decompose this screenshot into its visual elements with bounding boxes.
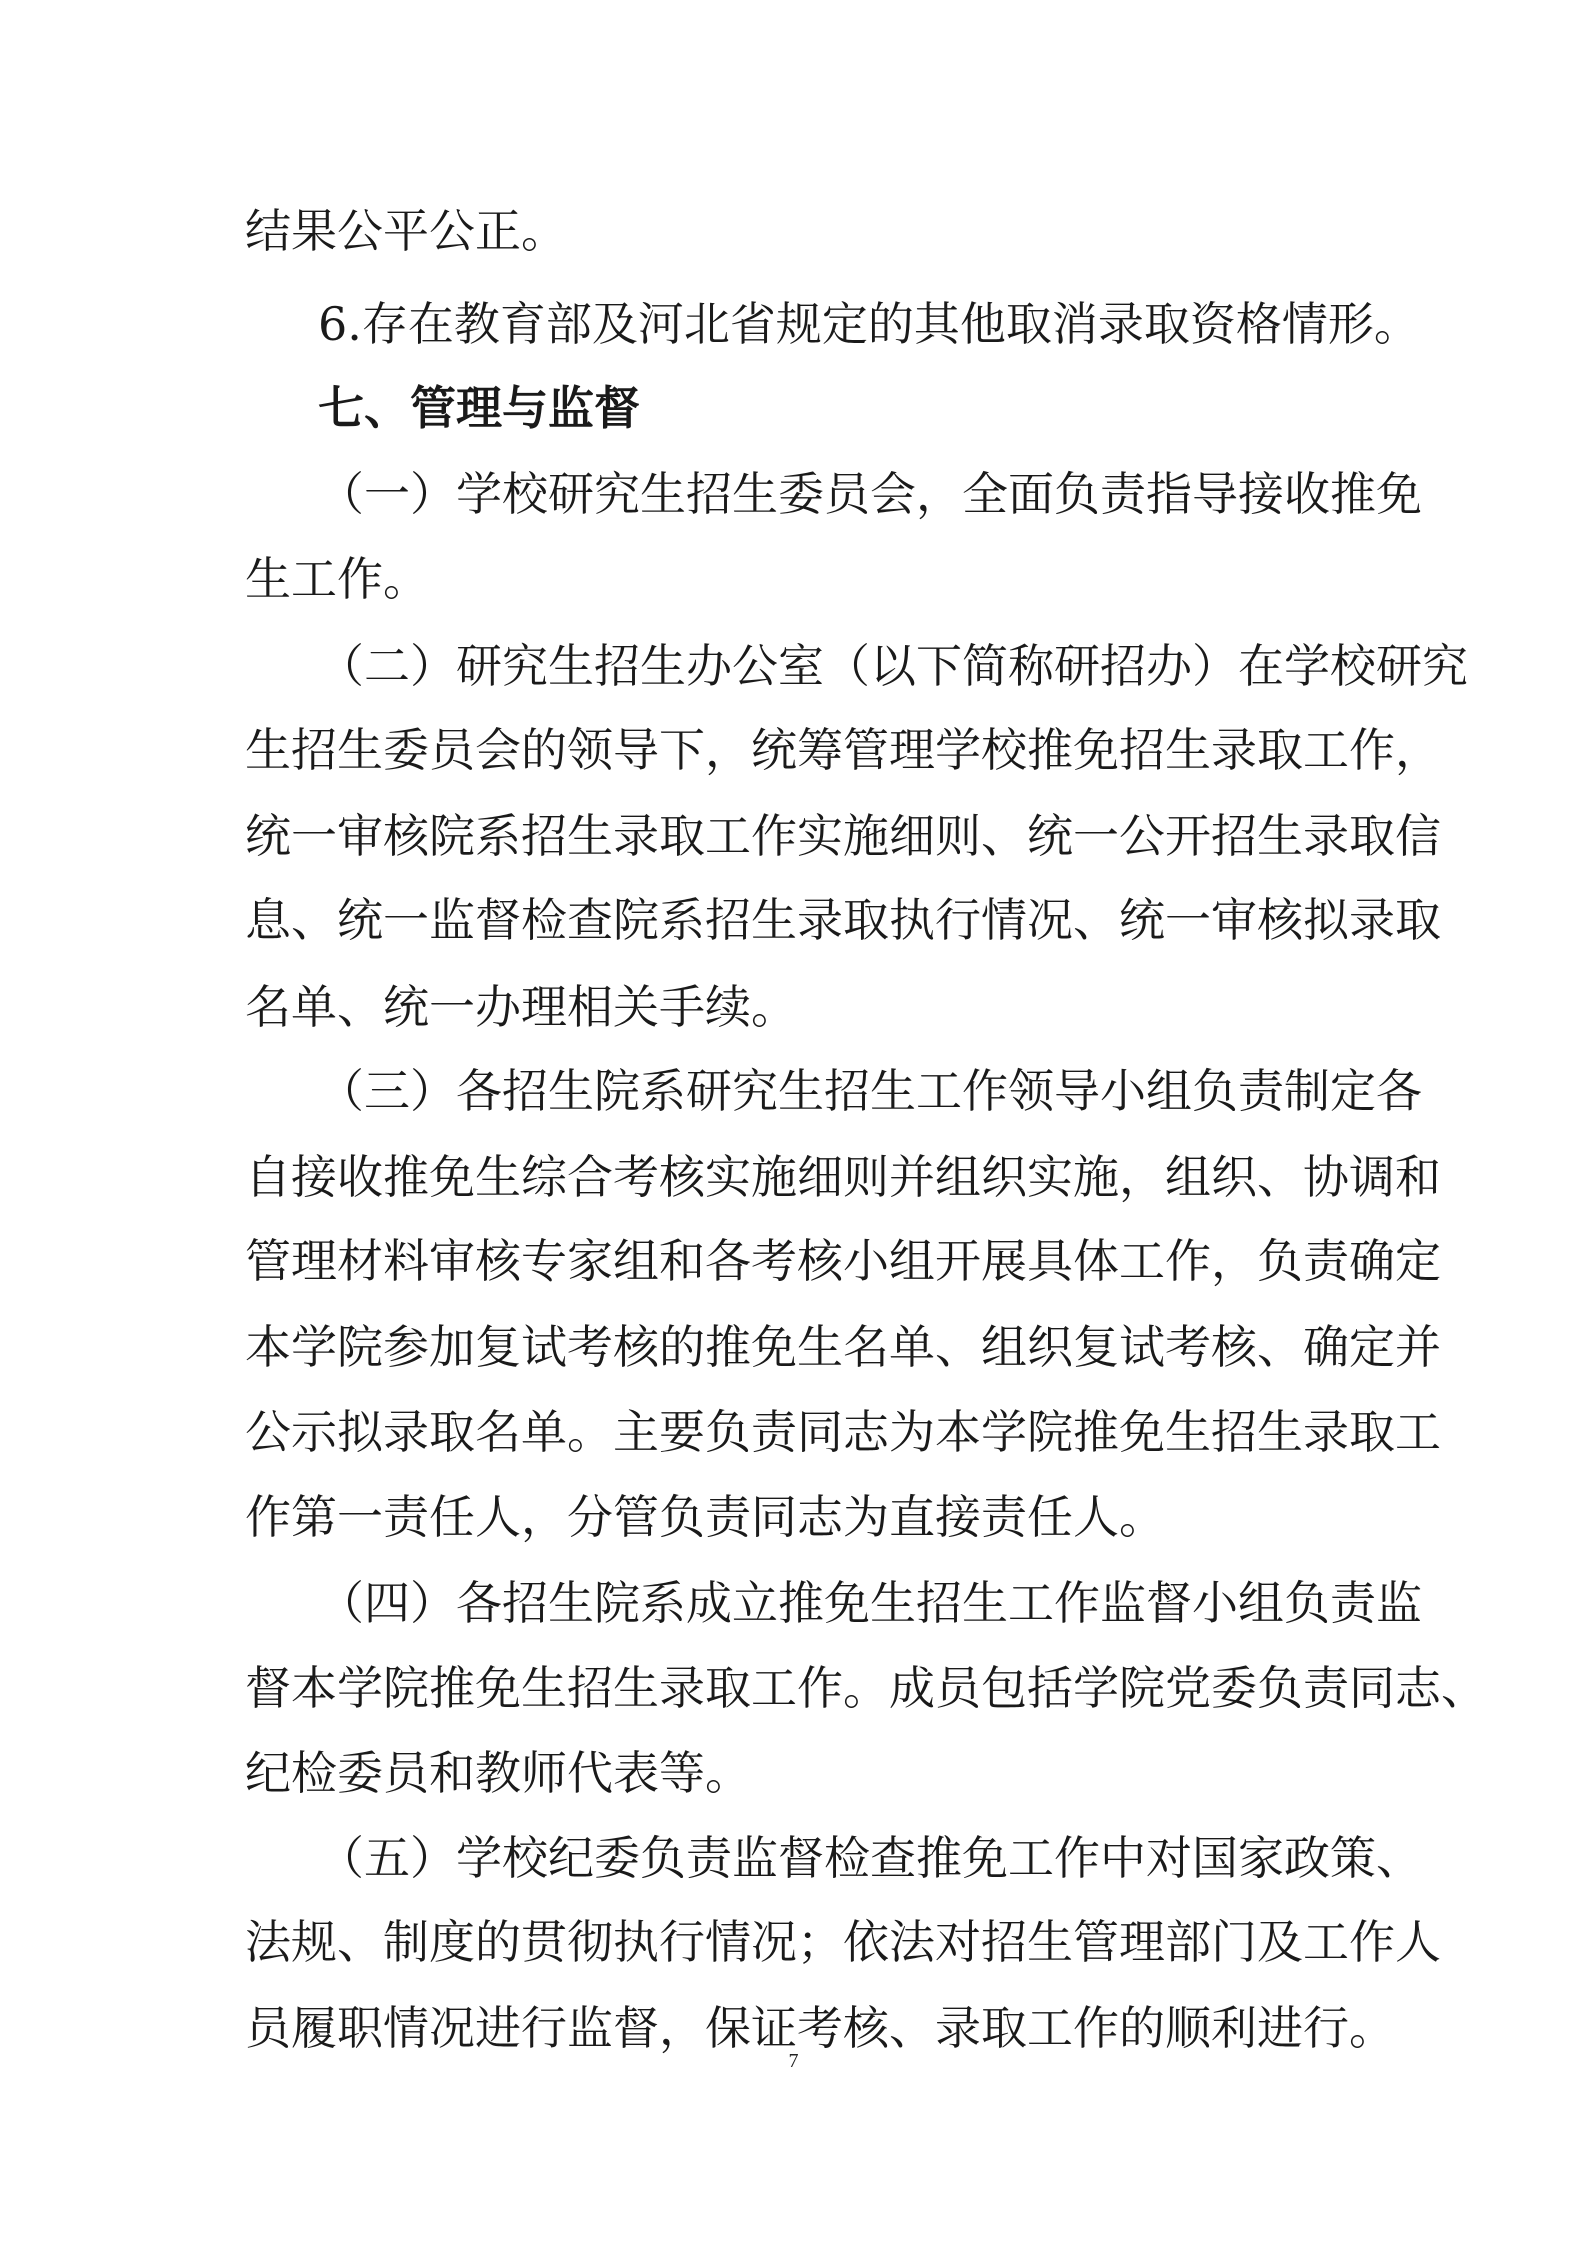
text-line: （三）各招生院系研究生招生工作领导小组负责制定各 <box>318 1064 1422 1118</box>
text-line: 生工作。 <box>245 552 429 606</box>
section-heading: 七、管理与监督 <box>318 381 640 435</box>
text-line: 生招生委员会的领导下，统筹管理学校推免招生录取工作， <box>245 723 1441 777</box>
text-line: 公示拟录取名单。主要负责同志为本学院推免生招生录取工 <box>245 1405 1441 1459</box>
text-line: 息、统一监督检查院系招生录取执行情况、统一审核拟录取 <box>245 893 1441 947</box>
text-line: 纪检委员和教师代表等。 <box>245 1746 751 1800</box>
text-line: （二）研究生招生办公室（以下简称研招办）在学校研究 <box>318 639 1468 693</box>
text-line: 统一审核院系招生录取工作实施细则、统一公开招生录取信 <box>245 809 1441 863</box>
text-line: 本学院参加复试考核的推免生名单、组织复试考核、确定并 <box>245 1320 1441 1374</box>
text-line: 名单、统一办理相关手续。 <box>245 980 797 1034</box>
text-line: 6.存在教育部及河北省规定的其他取消录取资格情形。 <box>318 297 1420 351</box>
text-line: 法规、制度的贯彻执行情况；依法对招生管理部门及工作人 <box>245 1915 1441 1969</box>
text-line: 结果公平公正。 <box>245 204 567 258</box>
page-number: 7 <box>788 2050 799 2072</box>
text-line: 自接收推免生综合考核实施细则并组织实施，组织、协调和 <box>245 1150 1441 1204</box>
text-line: 督本学院推免生招生录取工作。成员包括学院党委负责同志、 <box>245 1661 1487 1715</box>
text-line: （四）各招生院系成立推免生招生工作监督小组负责监 <box>318 1576 1422 1630</box>
text-line: （一）学校研究生招生委员会，全面负责指导接收推免 <box>318 467 1422 521</box>
text-line: 员履职情况进行监督，保证考核、录取工作的顺利进行。 <box>245 2001 1395 2055</box>
text-line: （五）学校纪委负责监督检查推免工作中对国家政策、 <box>318 1831 1422 1885</box>
text-line: 作第一责任人，分管负责同志为直接责任人。 <box>245 1490 1165 1544</box>
text-line: 管理材料审核专家组和各考核小组开展具体工作，负责确定 <box>245 1234 1441 1288</box>
